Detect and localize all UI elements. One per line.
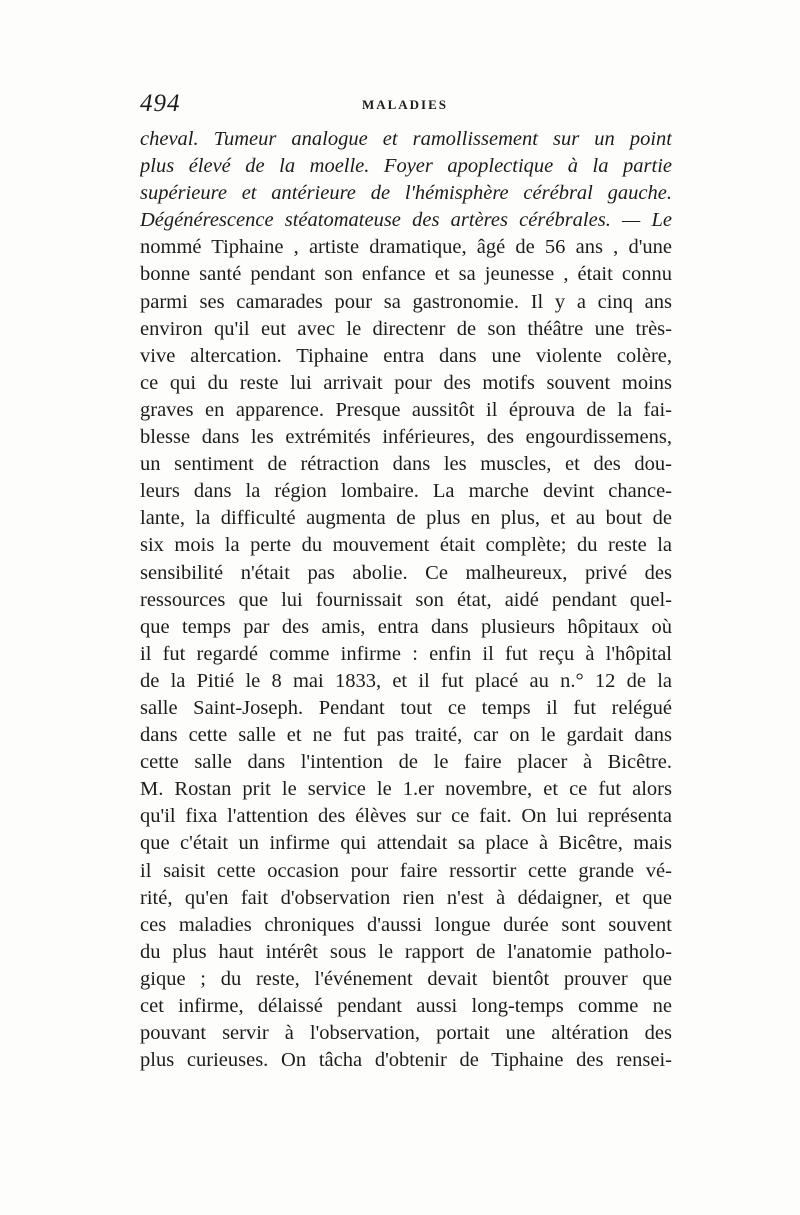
text-line: gique ; du reste, l'événement devait bientôt prouver que <box>140 967 672 990</box>
text-line: cet infirme, délaissé pendant aussi long-temps comme ne <box>140 995 672 1017</box>
text-line: lante, la difficulté augmenta de plus en plus, et au bout de <box>140 507 672 530</box>
text-line: sensibilité n'était pas abolie. Ce malheureux, privé des <box>140 561 672 584</box>
text-line: de la Pitié le 8 mai 1833, et il fut placé au n.° 12 de la <box>140 669 672 692</box>
text-line: salle Saint-Joseph. Pendant tout ce temps il fut relégué <box>140 696 672 719</box>
text-line: qu'il fixa l'attention des élèves sur ce fait. On lui représenta <box>140 805 672 828</box>
text-line: supérieure et antérieure de l'hémisphère cérébral gauche. <box>140 182 672 205</box>
running-title: MALADIES <box>361 97 449 112</box>
text-line: graves en apparence. Presque aussitôt il éprouva de la fai- <box>140 398 672 421</box>
text-line: que temps par des amis, entra dans plusieurs hôpitaux où <box>140 615 672 638</box>
text-line: nommé Tiphaine , artiste dramatique, âgé de 56 ans , d'une <box>140 236 672 259</box>
text-line: leurs dans la région lombaire. La marche devint chance- <box>140 480 672 503</box>
text-line: bonne santé pendant son enfance et sa jeunesse , était connu <box>140 263 672 286</box>
text-line: M. Rostan prit le service le 1.er novembre, et ce fut alors <box>140 778 672 801</box>
text-line: ressources que lui fournissait son état, aidé pendant quel- <box>140 588 672 611</box>
text-line: cheval. Tumeur analogue et ramollissement sur un point <box>140 128 672 150</box>
text-line: du plus haut intérêt sous le rapport de l'anatomie patholo- <box>140 940 672 963</box>
text-line: cette salle dans l'intention de le faire placer à Bicêtre. <box>140 751 672 774</box>
page-number: 494 <box>140 90 181 117</box>
text-line: dans cette salle et ne fut pas traité, car on le gardait dans <box>140 724 672 747</box>
text-line: environ qu'il eut avec le directenr de son théâtre une très- <box>140 317 672 340</box>
text-line: il saisit cette occasion pour faire ressortir cette grande vé- <box>140 859 672 882</box>
text-line: il fut regardé comme infirme : enfin il fut reçu à l'hôpital <box>140 642 672 665</box>
text-line: rité, qu'en fait d'observation rien n'est à dédaigner, et que <box>140 886 672 909</box>
text-line: plus élevé de la moelle. Foyer apoplectique à la partie <box>140 155 672 178</box>
text-line: parmi ses camarades pour sa gastronomie. Il y a cinq ans <box>140 290 672 313</box>
body-text <box>140 126 672 1074</box>
text-line: plus curieuses. On tâcha d'obtenir de Tiphaine des rensei- <box>140 1049 672 1072</box>
text-line: six mois la perte du mouvement était complète; du reste la <box>140 534 672 557</box>
text-line: blesse dans les extrémités inférieures, des engourdissemens, <box>140 426 672 449</box>
running-head <box>140 90 670 120</box>
text-line: ce qui du reste lui arrivait pour des motifs souvent moins <box>140 371 672 394</box>
text-line: Dégénérescence stéatomateuse des artères cérébrales. — Le <box>140 209 672 232</box>
text-line: un sentiment de rétraction dans les muscles, et des dou- <box>140 453 672 476</box>
text-line: que c'était un infirme qui attendait sa place à Bicêtre, mais <box>140 832 672 855</box>
text-line: pouvant servir à l'observation, portait une altération des <box>140 1022 672 1045</box>
text-line: vive altercation. Tiphaine entra dans une violente colère, <box>140 344 672 367</box>
text-line: ces maladies chroniques d'aussi longue durée sont souvent <box>140 913 672 936</box>
